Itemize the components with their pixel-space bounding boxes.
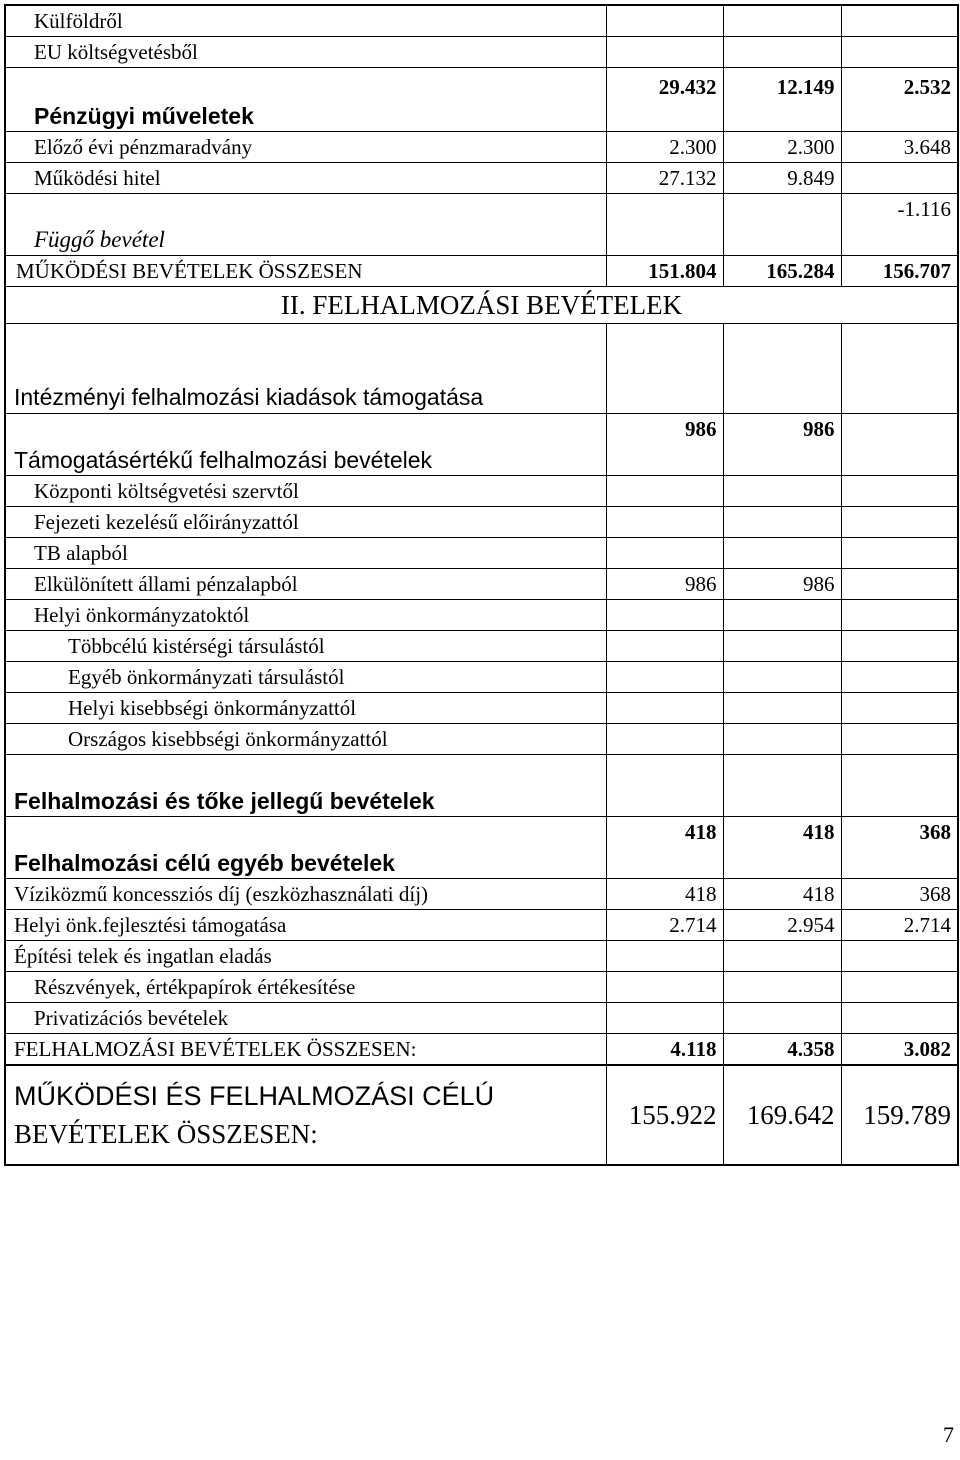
row-label: Részvények, értékpapírok értékesítése: [5, 972, 606, 1003]
budget-table-container: [4, 4, 957, 1166]
value-cell: [841, 631, 958, 662]
row-label: Felhalmozási célú egyéb bevételek: [5, 817, 606, 879]
value-cell: [723, 507, 841, 538]
table-row-felh-toke: [5, 755, 958, 817]
value-cell: [841, 37, 958, 68]
row-label: Többcélú kistérségi társulástól: [5, 631, 606, 662]
table-row: [5, 569, 958, 600]
value-cell: [841, 569, 958, 600]
value-cell: [723, 662, 841, 693]
value-cell: 418: [723, 817, 841, 879]
value-cell: [723, 941, 841, 972]
value-cell: [841, 5, 958, 37]
table-row: [5, 476, 958, 507]
table-row-penzugyi: [5, 68, 958, 132]
value-cell: 27.132: [606, 163, 723, 194]
row-label: Felhalmozási és tőke jellegű bevételek: [5, 755, 606, 817]
table-row-total: [5, 256, 958, 287]
table-row-tamogatas: [5, 414, 958, 476]
value-cell: [606, 724, 723, 755]
value-cell: [606, 538, 723, 569]
value-cell: 986: [606, 569, 723, 600]
table-row: [5, 600, 958, 631]
table-row: [5, 724, 958, 755]
row-label: Intézményi felhalmozási kiadások támogatása: [5, 324, 606, 414]
value-cell: [841, 755, 958, 817]
value-cell: 986: [723, 569, 841, 600]
table-row: [5, 37, 958, 68]
value-cell: [723, 972, 841, 1003]
row-label: Külföldről: [5, 5, 606, 37]
value-cell: 418: [606, 817, 723, 879]
row-label: FELHALMOZÁSI BEVÉTELEK ÖSSZESEN:: [5, 1034, 606, 1066]
value-cell: 159.789: [841, 1065, 958, 1165]
value-cell: [606, 1003, 723, 1034]
value-cell: [606, 972, 723, 1003]
table-row-felh-egyeb: [5, 817, 958, 879]
value-cell: [841, 972, 958, 1003]
value-cell: [841, 724, 958, 755]
row-label: Előző évi pénzmaradvány: [5, 132, 606, 163]
row-label: Helyi önkormányzatoktól: [5, 600, 606, 631]
value-cell: [723, 194, 841, 256]
value-cell: [723, 5, 841, 37]
value-cell: 4.118: [606, 1034, 723, 1066]
value-cell: [606, 693, 723, 724]
value-cell: [606, 324, 723, 414]
value-cell: 4.358: [723, 1034, 841, 1066]
section-title: II. FELHALMOZÁSI BEVÉTELEK: [5, 287, 958, 324]
value-cell: [606, 476, 723, 507]
value-cell: 3.648: [841, 132, 958, 163]
value-cell: [841, 1003, 958, 1034]
value-cell: 2.954: [723, 910, 841, 941]
value-cell: 2.714: [606, 910, 723, 941]
value-cell: 368: [841, 817, 958, 879]
table-row: [5, 693, 958, 724]
page-number: 7: [943, 1422, 954, 1447]
value-cell: [606, 37, 723, 68]
grand-total-label: [5, 1065, 606, 1165]
revenue-table: [4, 4, 959, 1166]
row-label: Központi költségvetési szervtől: [5, 476, 606, 507]
table-row: [5, 132, 958, 163]
row-label: Privatizációs bevételek: [5, 1003, 606, 1034]
table-row: [5, 163, 958, 194]
value-cell: 169.642: [723, 1065, 841, 1165]
value-cell: [841, 414, 958, 476]
value-cell: [723, 476, 841, 507]
value-cell: [841, 538, 958, 569]
grand-total-line1: MŰKÖDÉSI ÉS FELHALMOZÁSI CÉLÚ: [14, 1081, 495, 1111]
table-row: [5, 879, 958, 910]
value-cell: [606, 755, 723, 817]
value-cell: 151.804: [606, 256, 723, 287]
row-label: Támogatásértékű felhalmozási bevételek: [5, 414, 606, 476]
table-row: [5, 631, 958, 662]
value-cell: [606, 5, 723, 37]
value-cell: 2.532: [841, 68, 958, 132]
table-row-intezmenyi: [5, 324, 958, 414]
row-label: Függő bevétel: [5, 194, 606, 256]
row-label: Egyéb önkormányzati társulástól: [5, 662, 606, 693]
value-cell: [606, 662, 723, 693]
row-label: Elkülönített állami pénzalapból: [5, 569, 606, 600]
value-cell: 2.714: [841, 910, 958, 941]
value-cell: [606, 507, 723, 538]
value-cell: [606, 194, 723, 256]
row-label: Pénzügyi műveletek: [5, 68, 606, 132]
value-cell: [841, 600, 958, 631]
table-row: [5, 910, 958, 941]
row-label: Országos kisebbségi önkormányzattól: [5, 724, 606, 755]
value-cell: [606, 631, 723, 662]
value-cell: [841, 324, 958, 414]
table-row-grand-total: [5, 1065, 958, 1165]
value-cell: [723, 631, 841, 662]
value-cell: [723, 538, 841, 569]
value-cell: [841, 662, 958, 693]
section-title-row: [5, 287, 958, 324]
value-cell: 3.082: [841, 1034, 958, 1066]
table-row: [5, 941, 958, 972]
value-cell: [841, 163, 958, 194]
value-cell: 986: [723, 414, 841, 476]
value-cell: 418: [723, 879, 841, 910]
value-cell: [723, 324, 841, 414]
value-cell: [606, 600, 723, 631]
value-cell: 2.300: [723, 132, 841, 163]
value-cell: 2.300: [606, 132, 723, 163]
value-cell: 418: [606, 879, 723, 910]
row-label: Helyi kisebbségi önkormányzattól: [5, 693, 606, 724]
value-cell: -1.116: [841, 194, 958, 256]
row-label: Építési telek és ingatlan eladás: [5, 941, 606, 972]
value-cell: [723, 724, 841, 755]
value-cell: [841, 476, 958, 507]
value-cell: 165.284: [723, 256, 841, 287]
table-row: [5, 5, 958, 37]
row-label: TB alapból: [5, 538, 606, 569]
value-cell: 12.149: [723, 68, 841, 132]
value-cell: [841, 693, 958, 724]
value-cell: [606, 941, 723, 972]
row-label: EU költségvetésből: [5, 37, 606, 68]
row-label: Működési hitel: [5, 163, 606, 194]
row-label: Helyi önk.fejlesztési támogatása: [5, 910, 606, 941]
table-row: [5, 1003, 958, 1034]
table-row: [5, 972, 958, 1003]
value-cell: 156.707: [841, 256, 958, 287]
value-cell: [723, 600, 841, 631]
table-row: [5, 662, 958, 693]
value-cell: [723, 37, 841, 68]
value-cell: [841, 941, 958, 972]
table-row: [5, 507, 958, 538]
table-row: [5, 538, 958, 569]
value-cell: [841, 507, 958, 538]
value-cell: 368: [841, 879, 958, 910]
value-cell: [723, 1003, 841, 1034]
row-label: Fejezeti kezelésű előirányzattól: [5, 507, 606, 538]
value-cell: 9.849: [723, 163, 841, 194]
row-label: MŰKÖDÉSI BEVÉTELEK ÖSSZESEN: [5, 256, 606, 287]
value-cell: 155.922: [606, 1065, 723, 1165]
value-cell: [723, 755, 841, 817]
table-row-felh-total: [5, 1034, 958, 1066]
table-row-fuggo: [5, 194, 958, 256]
row-label: Víziközmű koncessziós díj (eszközhasználati díj): [5, 879, 606, 910]
grand-total-line2: BEVÉTELEK ÖSSZESEN:: [14, 1119, 318, 1149]
value-cell: 986: [606, 414, 723, 476]
value-cell: 29.432: [606, 68, 723, 132]
value-cell: [723, 693, 841, 724]
